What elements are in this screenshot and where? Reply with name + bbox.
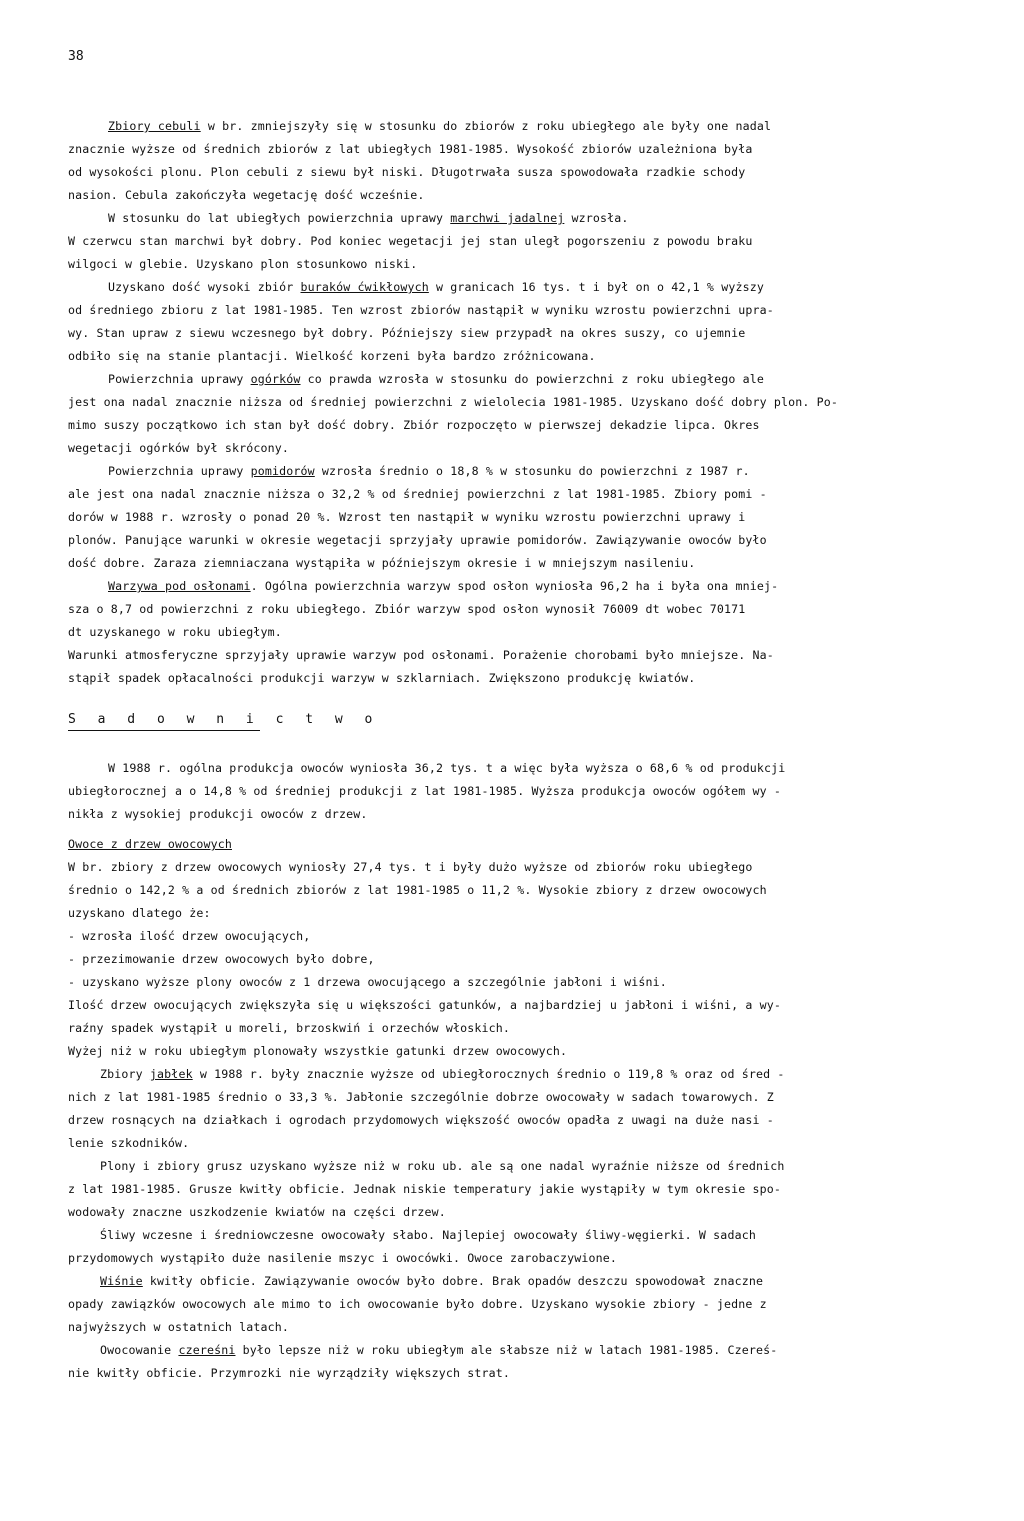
text-run: - uzyskano wyższe plony owoców z 1 drzewa owocującego a szczególnie jabłoni i wiśni. [68, 975, 667, 989]
text-run: w 1988 r. były znacznie wyższe od ubiegłorocznych średnio o 119,8 % oraz od śred - [192, 1067, 785, 1081]
text-line [68, 348, 958, 364]
text-line [68, 233, 958, 249]
text-line [68, 905, 958, 921]
underlined-term: marchwi jadalnej [450, 211, 565, 225]
text-run: dorów w 1988 r. wzrosły o ponad 20 %. Wzrost ten nastąpił w wyniku wzrostu powierzchni uprawy i [68, 510, 746, 524]
text-run: wegetacji ogórków był skrócony. [68, 441, 290, 455]
text-run: wzrosła średnio o 18,8 % w stosunku do powierzchni z 1987 r. [314, 464, 750, 478]
text-run: Ilość drzew owocujących zwiększyła się u większości gatunków, a najbardziej u jabłoni i wiśni, a wy- [68, 998, 782, 1012]
text-run: ubiegłorocznej a o 14,8 % od średniej produkcji z lat 1981-1985. Wyższa produkcja owoców ogółem wy - [68, 784, 782, 798]
text-run: wzrosła. [564, 211, 629, 225]
text-line [108, 279, 998, 295]
text-run: W 1988 r. ogólna produkcja owoców wyniosła 36,2 tys. t a więc była wyższa o 68,6 % od produkcji [108, 761, 786, 775]
text-run: . Ogólna powierzchnia warzyw spod osłon wyniosła 96,2 ha i była ona mniej- [250, 579, 779, 593]
text-line [68, 1365, 958, 1381]
text-run: Wyżej niż w roku ubiegłym plonowały wszystkie gatunki drzew owocowych. [68, 1044, 568, 1058]
text-run: najwyższych w ostatnich latach. [68, 1320, 290, 1334]
text-line [68, 951, 958, 967]
text-line [68, 509, 958, 525]
text-line [68, 882, 958, 898]
text-line [68, 164, 958, 180]
underlined-term: Zbiory cebuli [108, 119, 201, 133]
text-run: od średniego zbioru z lat 1981-1985. Ten wzrost zbiorów nastąpił w wyniku wzrostu powierzchni upra- [68, 303, 774, 317]
text-line [68, 1250, 958, 1266]
text-run: jest ona nadal znacznie niższa od średniej powierzchni z wielolecia 1981-1985. Uzyskano dość dobry plon. Po- [68, 395, 839, 409]
text-run: W stosunku do lat ubiegłych powierzchnia uprawy [108, 211, 451, 225]
text-run: Powierzchnia uprawy [108, 464, 251, 478]
text-run: drzew rosnących na działkach i ogrodach przydomowych większość owoców opadła z uwagi na duże nasi - [68, 1113, 774, 1127]
text-run: uzyskano dlatego że: [68, 906, 211, 920]
section-heading-rule [68, 730, 260, 731]
text-run: - wzrosła ilość drzew owocujących, [68, 929, 311, 943]
text-run: wy. Stan upraw z siewu wczesnego był dobry. Późniejszy siew przypadł na okres suszy, co ujemnie [68, 326, 746, 340]
text-line [68, 325, 958, 341]
text-run: plonów. Panujące warunki w okresie wegetacji sprzyjały uprawie pomidorów. Zawiązywanie owoców było [68, 533, 767, 547]
text-line [68, 1204, 958, 1220]
text-line [68, 1181, 958, 1197]
text-line [68, 394, 958, 410]
text-run: sza o 8,7 od powierzchni z roku ubiegłego. Zbiór warzyw spod osłon wynosił 76009 dt wobec 70171 [68, 602, 746, 616]
underlined-term: buraków ćwikłowych [300, 280, 429, 294]
text-run: co prawda wzrosła w stosunku do powierzchni z roku ubiegłego ale [300, 372, 764, 386]
text-run: było lepsze niż w roku ubiegłym ale słabsze niż w latach 1981-1985. Czereś- [235, 1343, 778, 1357]
text-run: dt uzyskanego w roku ubiegłym. [68, 625, 282, 639]
text-line [108, 760, 998, 776]
underlined-term: czereśni [178, 1343, 236, 1357]
underlined-term: ogórków [250, 372, 301, 386]
text-run: z lat 1981-1985. Grusze kwitły obficie. Jednak niskie temperatury jakie wystąpiły w tym okresie spo- [68, 1182, 782, 1196]
text-line [68, 836, 958, 852]
text-line [68, 440, 958, 456]
text-line [68, 555, 958, 571]
underlined-term: Warzywa pod osłonami [108, 579, 251, 593]
text-line [108, 210, 998, 226]
text-line [68, 1043, 958, 1059]
text-run: kwitły obficie. Zawiązywanie owoców było dobre. Brak opadów deszczu spowodował znaczne [142, 1274, 764, 1288]
text-line [108, 578, 998, 594]
text-line [108, 118, 998, 134]
text-run: nikła z wysokiej produkcji owoców z drzew. [68, 807, 368, 821]
section-heading: S a d o w n i c t w o [68, 712, 380, 727]
text-run: Zbiory [100, 1067, 150, 1081]
text-run: w granicach 16 tys. t i był on o 42,1 % wyższy [428, 280, 764, 294]
text-line [68, 859, 958, 875]
text-line [68, 928, 958, 944]
text-run: od wysokości plonu. Plon cebuli z siewu był niski. Długotrwała susza spowodowała rzadkie schody [68, 165, 746, 179]
text-run: nich z lat 1981-1985 średnio o 33,3 %. Jabłonie szczególnie dobrze owocowały w sadach towarowych. Z [68, 1090, 774, 1104]
text-run: W czerwcu stan marchwi był dobry. Pod koniec wegetacji jej stan uległ pogorszeniu z powodu braku [68, 234, 753, 248]
text-run: odbiło się na stanie plantacji. Wielkość korzeni była bardzo zróżnicowana. [68, 349, 596, 363]
text-line [100, 1158, 990, 1174]
text-line [68, 601, 958, 617]
underlined-term: Owoce z drzew owocowych [68, 837, 232, 851]
text-line [100, 1227, 990, 1243]
underlined-term: jabłek [149, 1067, 193, 1081]
text-line [68, 670, 958, 686]
text-line [68, 1296, 958, 1312]
text-line [68, 1112, 958, 1128]
text-run: Owocowanie [100, 1343, 179, 1357]
text-line [68, 486, 958, 502]
text-run: nie kwitły obficie. Przymrozki nie wyrządziły większych strat. [68, 1366, 511, 1380]
text-run: raźny spadek wystąpił u moreli, brzoskwiń i orzechów włoskich. [68, 1021, 511, 1035]
text-run: wilgoci w glebie. Uzyskano plon stosunkowo niski. [68, 257, 418, 271]
text-run: Warunki atmosferyczne sprzyjały uprawie warzyw pod osłonami. Porażenie chorobami było mniejsze. Na- [68, 648, 774, 662]
text-line [108, 463, 998, 479]
text-line [68, 141, 958, 157]
text-run: nasion. Cebula zakończyła wegetację dość wcześnie. [68, 188, 425, 202]
text-line [68, 1319, 958, 1335]
text-run: Plony i zbiory grusz uzyskano wyższe niż w roku ub. ale są one nadal wyraźnie niższe od średnich [100, 1159, 785, 1173]
text-line [100, 1066, 990, 1082]
text-line [68, 302, 958, 318]
text-run: lenie szkodników. [68, 1136, 190, 1150]
underlined-term: Wiśnie [100, 1274, 143, 1288]
text-run: średnio o 142,2 % a od średnich zbiorów z lat 1981-1985 o 11,2 %. Wysokie zbiory z drzew owocowych [68, 883, 767, 897]
text-line [68, 783, 958, 799]
text-run: ale jest ona nadal znacznie niższa o 32,2 % od średniej powierzchni z lat 1981-1985. Zbiory pomi - [68, 487, 767, 501]
underlined-term: pomidorów [250, 464, 315, 478]
text-line [68, 532, 958, 548]
text-line [68, 1089, 958, 1105]
text-line [68, 1135, 958, 1151]
text-line [108, 371, 998, 387]
text-run: Powierzchnia uprawy [108, 372, 251, 386]
text-line [68, 1020, 958, 1036]
text-line [68, 417, 958, 433]
text-run: Uzyskano dość wysoki zbiór [108, 280, 301, 294]
text-run: opady zawiązków owocowych ale mimo to ich owocowanie było dobre. Uzyskano wysokie zbiory - jedne z [68, 1297, 767, 1311]
text-run: W br. zbiory z drzew owocowych wyniosły 27,4 tys. t i były dużo wyższe od zbiorów roku ubiegłego [68, 860, 753, 874]
page-number: 38 [68, 49, 84, 64]
text-run: dość dobre. Zaraza ziemniaczana wystąpiła w późniejszym okresie i w mniejszym nasileniu. [68, 556, 696, 570]
text-line [68, 997, 958, 1013]
text-line [68, 624, 958, 640]
text-line [68, 974, 958, 990]
text-line [68, 806, 958, 822]
text-line [68, 256, 958, 272]
text-run: wodowały znaczne uszkodzenie kwiatów na części drzew. [68, 1205, 446, 1219]
text-run: w br. zmniejszyły się w stosunku do zbiorów z roku ubiegłego ale były one nadal [200, 119, 772, 133]
text-run: stąpił spadek opłacalności produkcji warzyw w szklarniach. Zwiększono produkcję kwiatów. [68, 671, 696, 685]
text-line [68, 187, 958, 203]
text-run: Śliwy wczesne i średniowczesne owocowały słabo. Najlepiej owocowały śliwy-węgierki. W sadach [100, 1228, 756, 1242]
text-run: przydomowych wystąpiło duże nasilenie mszyc i owocówki. Owoce zarobaczywione. [68, 1251, 618, 1265]
text-line [68, 647, 958, 663]
text-line [100, 1273, 990, 1289]
text-run: znacznie wyższe od średnich zbiorów z lat ubiegłych 1981-1985. Wysokość zbiorów uzależniona była [68, 142, 753, 156]
text-run: mimo suszy początkowo ich stan był dość dobry. Zbiór rozpoczęto w pierwszej dekadzie lipca. Okres [68, 418, 760, 432]
text-line [100, 1342, 990, 1358]
text-run: - przezimowanie drzew owocowych było dobre, [68, 952, 375, 966]
